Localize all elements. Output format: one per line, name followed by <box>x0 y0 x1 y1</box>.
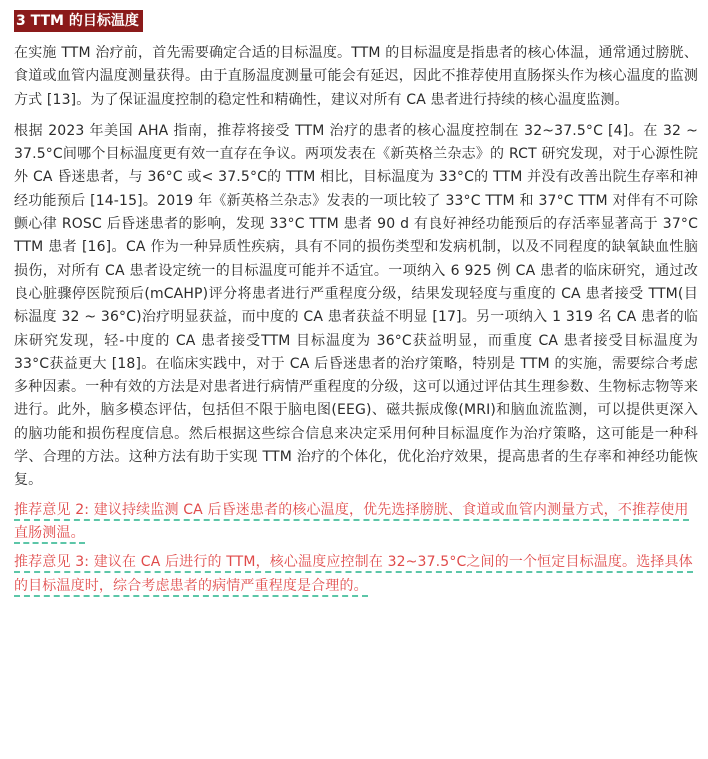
recommendation-3 <box>14 551 698 598</box>
recommendation-2 <box>14 499 698 546</box>
recommendation-3-text: 推荐意见 3: 建议在 CA 后进行的 TTM，核心温度应控制在 32~37.5°C之间的一个恒定目标温度。选择具体的目标温度时，综合考虑患者的病情严重程度是合理的。 <box>14 554 693 596</box>
section-heading: 3 TTM 的目标温度 <box>14 10 143 32</box>
recommendation-2-text: 推荐意见 2: 建议持续监测 CA 后昏迷患者的核心温度，优先选择膀胱、食道或血管内测量方式，不推荐使用直肠测温。 <box>14 502 689 544</box>
paragraph-core-temperature-monitoring: 在实施 TTM 治疗前，首先需要确定合适的目标温度。TTM 的目标温度是指患者的核心体温，通常通过膀胱、食道或血管内温度测量获得。由于直肠温度测量可能会有延迟，因此不推荐使用直肠探头作为核心温度的监测方式 [13]。为了保证温度控制的稳定性和精确性，建议对所有 CA 患者进行持续的核心温度监测。 <box>14 45 698 108</box>
paragraph-target-temperature-evidence: 根据 2023 年美国 AHA 指南，推荐将接受 TTM 治疗的患者的核心温度控制在 32~37.5°C [4]。在 32 ~ 37.5°C间哪个目标温度更有效一直存在争议。两项发表在《新英格兰杂志》的 RCT 研究发现，对于心源性院外 CA 昏迷患者，与 36°C 或< 37.5°C的 TTM 相比，目标温度为 33°C的 TTM 并没有改善出院生存率和神经功能预后 [14-15]。2019 年《新英格兰杂志》发表的一项比较了 33°C TTM 和 37°C TTM 对伴有不可除颤心律 ROSC 后昏迷患者的影响，发现 33°C TTM 患者 90 d 有良好神经功能预后的存活率显著高于 37°C TTM 患者 [16]。CA 作为一种异质性疾病，具有不同的损伤类型和发病机制，以及不同程度的缺氧缺血性脑损伤，对所有 CA 患者设定统一的目标温度可能并不适宜。一项纳入 6 925 例 CA 患者的临床研究，通过改良心脏骤停医院预后(mCAHP)评分将患者进行严重程度分级，结果发现轻度与重度的 CA 患者接受 TTM(目标温度 32 ~ 36°C)治疗明显获益，而中度的 CA 患者获益不明显 [17]。另一项纳入 1 319 名 CA 患者的临床研究发现，轻-中度的 CA 患者接受TTM 目标温度为 36°C获益明显，而重度 CA 患者接受目标温度为 33°C获益更大 [18]。在临床实践中，对于 CA 后昏迷患者的治疗策略，特别是 TTM 的实施，需要综合考虑多种因素。一种有效的方法是对患者进行病情严重程度的分级，这可以通过评估其生理参数、生物标志物等来进行。此外，脑多模态评估，包括但不限于脑电图(EEG)、磁共振成像(MRI)和脑血流监测，可以提供更深入的脑功能和损伤程度信息。然后根据这些综合信息来决定采用何种目标温度作为治疗策略，这可能是一种科学、合理的方法。这种方法有助于实现 TTM 治疗的个体化，优化治疗效果，提高患者的生存率和神经功能恢复。 <box>14 122 698 489</box>
